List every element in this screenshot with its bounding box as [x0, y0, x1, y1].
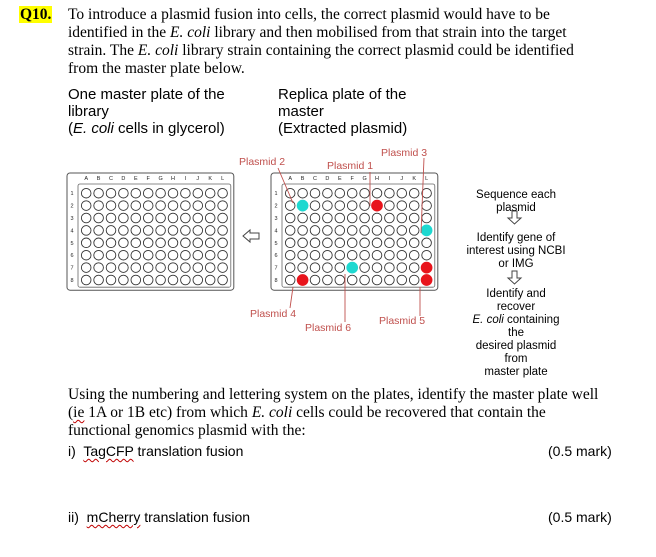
plate-well	[360, 275, 370, 285]
plate-well	[119, 201, 129, 211]
plasmid-3-label: Plasmid 3	[381, 147, 428, 159]
plate-well	[385, 238, 395, 248]
plate-well	[168, 213, 178, 223]
part-i-mark: (0.5 mark)	[548, 443, 612, 459]
plate-well	[372, 238, 382, 248]
plate-well	[218, 275, 228, 285]
plate-well	[285, 226, 295, 236]
column-letter: C	[109, 176, 113, 182]
plate-well	[323, 275, 333, 285]
column-letter: F	[350, 176, 354, 182]
question-number: Q10.	[20, 6, 52, 23]
row-number: 8	[70, 278, 74, 284]
plate-well	[143, 250, 153, 260]
column-letter: K	[412, 176, 417, 182]
plate-well	[156, 226, 166, 236]
row-number: 5	[274, 240, 278, 247]
plasmid-1-label: Plasmid 1	[327, 160, 374, 172]
plate-well	[347, 201, 357, 211]
plate-well	[181, 201, 191, 211]
plate-well	[193, 213, 203, 223]
plate-well	[168, 238, 178, 248]
plate-well	[323, 250, 333, 260]
plate-well	[298, 238, 308, 248]
plate-well	[81, 250, 91, 260]
plate-well	[397, 188, 407, 198]
plate-well	[81, 275, 91, 285]
plasmid-4-label: Plasmid 4	[250, 308, 297, 320]
plate-well	[298, 263, 308, 273]
transfer-arrow-icon	[243, 230, 259, 242]
plate-well	[106, 238, 116, 248]
plate-well	[385, 275, 395, 285]
plate-well	[94, 201, 104, 211]
plate-well	[298, 188, 308, 198]
plate-well	[323, 213, 333, 223]
workflow-step-identify: Identify gene of interest using NCBI or IMG	[466, 232, 566, 270]
plate-well	[385, 250, 395, 260]
column-letter: L	[425, 176, 429, 182]
plate-well	[323, 238, 333, 248]
plate-well	[193, 226, 203, 236]
plate-well	[218, 263, 228, 273]
workflow-step-sequence: Sequence each plasmid	[476, 189, 556, 214]
column-letter: J	[400, 176, 404, 182]
plate-well	[168, 250, 178, 260]
plate-well	[106, 275, 116, 285]
plate-well	[168, 275, 178, 285]
column-letter: D	[121, 176, 126, 182]
plate-well	[372, 275, 382, 285]
plate-well	[205, 250, 215, 260]
plate-well	[131, 238, 141, 248]
plate-well	[119, 263, 129, 273]
plate-well	[310, 201, 320, 211]
plate-well	[119, 238, 129, 248]
replica-plate-label: Replica plate of the master (Extracted plasmid)	[278, 86, 408, 137]
plate-well	[335, 188, 345, 198]
row-number: 8	[274, 278, 278, 284]
intro-line: To introduce a plasmid fusion into cells, the correct plasmid would have to be	[68, 6, 550, 23]
plate-well	[360, 226, 370, 236]
plate-well	[409, 275, 419, 285]
plate-well	[409, 238, 419, 248]
plate-well	[94, 250, 104, 260]
row-number: 4	[70, 228, 74, 235]
plate-well	[409, 188, 419, 198]
plate-well	[285, 250, 295, 260]
plate-well	[156, 201, 166, 211]
plate-well	[193, 201, 203, 211]
plate-well	[143, 238, 153, 248]
plate-well	[310, 263, 320, 273]
plate-well	[285, 275, 295, 285]
plasmid-6-label: Plasmid 6	[305, 322, 352, 334]
plate-well	[409, 250, 419, 260]
plate-well	[156, 213, 166, 223]
plate-well	[193, 238, 203, 248]
plate-well	[168, 263, 178, 273]
plate-well	[397, 250, 407, 260]
column-letter: D	[325, 176, 330, 182]
column-letter: F	[146, 176, 150, 182]
plate-well	[422, 238, 432, 248]
plate-well	[205, 213, 215, 223]
plate-well	[347, 226, 357, 236]
instruction-line: Using the numbering and lettering system on the plates, identify the master plate well	[68, 386, 599, 403]
plate-well	[372, 213, 382, 223]
workflow-step-recover: Identify and recover E. coli containing the desired plasmid from master plate	[472, 288, 560, 378]
plate-well	[297, 200, 308, 211]
row-number: 7	[70, 265, 74, 272]
plate-well	[119, 226, 129, 236]
plate-well	[421, 275, 432, 286]
instruction-line: functional genomics plasmid with the:	[68, 422, 306, 439]
plate-well	[131, 188, 141, 198]
row-number: 7	[274, 265, 278, 272]
plate-well	[297, 275, 308, 286]
plate-well	[119, 213, 129, 223]
plate-well	[335, 263, 345, 273]
plate-well	[94, 213, 104, 223]
column-letter: E	[133, 176, 138, 182]
plate-well	[131, 226, 141, 236]
plate-well	[310, 275, 320, 285]
plate-well	[168, 201, 178, 211]
plate-well	[218, 226, 228, 236]
plate-well	[310, 250, 320, 260]
row-number: 5	[70, 240, 74, 247]
plate-well	[422, 213, 432, 223]
plate-well	[106, 188, 116, 198]
row-number: 2	[274, 203, 278, 210]
column-letter: L	[221, 176, 225, 182]
plate-well	[397, 275, 407, 285]
plate-well	[372, 263, 382, 273]
column-letter: H	[171, 176, 175, 182]
plate-well	[397, 213, 407, 223]
column-letter: B	[300, 176, 305, 182]
plate-well	[397, 201, 407, 211]
part-ii-mark: (0.5 mark)	[548, 509, 612, 525]
plate-well	[310, 226, 320, 236]
plate-well	[181, 238, 191, 248]
plate-well	[205, 226, 215, 236]
column-letter: E	[337, 176, 342, 182]
plate-well	[81, 238, 91, 248]
plate-well	[385, 263, 395, 273]
replica-plate	[271, 173, 438, 290]
plate-well	[372, 226, 382, 236]
plate-well	[181, 213, 191, 223]
plate-well	[94, 226, 104, 236]
row-number: 3	[274, 216, 278, 222]
plate-well	[409, 226, 419, 236]
plate-well	[156, 250, 166, 260]
plate-well	[285, 263, 295, 273]
plate-well	[409, 201, 419, 211]
row-number: 4	[274, 228, 278, 235]
plate-well	[94, 275, 104, 285]
plate-well	[298, 213, 308, 223]
plate-well	[347, 188, 357, 198]
plate-well	[81, 188, 91, 198]
plate-well	[385, 188, 395, 198]
plate-well	[347, 262, 358, 273]
plate-well	[347, 238, 357, 248]
plate-well	[143, 263, 153, 273]
plate-well	[205, 275, 215, 285]
plate-well	[106, 201, 116, 211]
plate-well	[119, 275, 129, 285]
down-arrow-icon	[508, 271, 521, 284]
row-number: 3	[70, 216, 74, 222]
plate-well	[94, 188, 104, 198]
plasmid-5-label: Plasmid 5	[379, 315, 426, 327]
plate-well	[143, 213, 153, 223]
plate-well	[397, 263, 407, 273]
plate-well	[347, 213, 357, 223]
column-letter: A	[84, 176, 89, 182]
plate-well	[409, 213, 419, 223]
intro-line: from the master plate below.	[68, 60, 245, 77]
plate-well	[81, 263, 91, 273]
plate-well	[156, 263, 166, 273]
plate-well	[94, 238, 104, 248]
row-number: 2	[70, 203, 74, 210]
plate-well	[81, 213, 91, 223]
plate-well	[323, 188, 333, 198]
plate-well	[143, 226, 153, 236]
plate-well	[193, 263, 203, 273]
plate-well	[310, 238, 320, 248]
plate-well	[205, 188, 215, 198]
plate-well	[143, 201, 153, 211]
plate-well	[385, 201, 395, 211]
plate-well	[218, 201, 228, 211]
row-number: 6	[70, 253, 74, 260]
plate-well	[143, 275, 153, 285]
intro-line: strain. The E. coli library strain containing the correct plasmid could be identified	[68, 42, 574, 59]
column-letter: G	[362, 176, 367, 182]
plate-well	[323, 263, 333, 273]
column-letter: J	[196, 176, 200, 182]
plate-well	[156, 188, 166, 198]
plate-well	[335, 201, 345, 211]
column-letter: H	[375, 176, 379, 182]
column-letter: G	[158, 176, 163, 182]
plate-well	[193, 188, 203, 198]
plate-well	[143, 188, 153, 198]
master-plate	[67, 173, 234, 290]
plate-well	[131, 250, 141, 260]
plate-well	[422, 188, 432, 198]
plate-well	[360, 201, 370, 211]
plate-well	[360, 263, 370, 273]
plate-well	[360, 250, 370, 260]
column-letter: K	[208, 176, 213, 182]
plate-well	[181, 275, 191, 285]
plate-well	[285, 238, 295, 248]
plate-well	[106, 250, 116, 260]
plate-well	[335, 275, 345, 285]
plate-well	[372, 188, 382, 198]
plate-well	[193, 250, 203, 260]
plate-well	[285, 213, 295, 223]
plate-well	[218, 238, 228, 248]
plate-well	[131, 275, 141, 285]
plasmid-2-label: Plasmid 2	[239, 156, 286, 168]
column-letter: B	[96, 176, 101, 182]
plate-well	[347, 250, 357, 260]
instruction-line: (ie 1A or 1B etc) from which E. coli cells could be recovered that contain the	[68, 404, 546, 421]
plate-well	[323, 201, 333, 211]
plate-well	[205, 263, 215, 273]
plate-well	[298, 250, 308, 260]
plate-well	[335, 250, 345, 260]
plate-well	[385, 213, 395, 223]
column-letter: A	[288, 176, 293, 182]
column-letter: C	[313, 176, 317, 182]
row-number: 6	[274, 253, 278, 260]
plate-well	[422, 250, 432, 260]
plate-well	[156, 275, 166, 285]
plate-well	[168, 226, 178, 236]
plate-well	[181, 188, 191, 198]
plate-well	[218, 188, 228, 198]
plate-well	[218, 250, 228, 260]
plate-well	[119, 188, 129, 198]
plate-well	[421, 262, 432, 273]
part-i: i) TagCFP translation fusion	[68, 443, 244, 459]
plate-well	[119, 250, 129, 260]
plate-well	[81, 201, 91, 211]
plate-well	[285, 201, 295, 211]
plate-well	[310, 213, 320, 223]
plate-well	[310, 188, 320, 198]
plate-well	[421, 225, 432, 236]
plate-well	[181, 263, 191, 273]
plate-well	[205, 201, 215, 211]
plate-well	[106, 213, 116, 223]
plate-well	[181, 226, 191, 236]
plate-well	[81, 226, 91, 236]
plate-well	[360, 213, 370, 223]
instructions	[68, 386, 648, 440]
plate-well	[347, 275, 357, 285]
plate-well	[168, 188, 178, 198]
plate-well	[131, 263, 141, 273]
column-letter: I	[388, 176, 391, 182]
plate-well	[205, 238, 215, 248]
row-number: 1	[70, 191, 74, 198]
plate-well	[372, 250, 382, 260]
plate-well	[218, 213, 228, 223]
plate-well	[106, 263, 116, 273]
plate-well	[397, 238, 407, 248]
plate-well	[372, 200, 383, 211]
plate-well	[181, 250, 191, 260]
plate-well	[360, 238, 370, 248]
plate-well	[94, 263, 104, 273]
master-plate-label: One master plate of the library (E. coli cells in glycerol)	[68, 86, 225, 137]
intro-line: identified in the E. coli library and then mobilised from that strain into the target	[68, 24, 567, 41]
plate-well	[106, 226, 116, 236]
plate-well	[422, 201, 432, 211]
plate-well	[131, 201, 141, 211]
plate-well	[298, 226, 308, 236]
row-number: 1	[274, 191, 278, 198]
plate-well	[335, 226, 345, 236]
plate-well	[397, 226, 407, 236]
part-ii: ii) mCherry translation fusion	[68, 509, 251, 525]
plate-well	[335, 238, 345, 248]
plate-well	[360, 188, 370, 198]
plate-well	[323, 226, 333, 236]
column-letter: I	[184, 176, 187, 182]
plate-well	[409, 263, 419, 273]
plate-well	[335, 213, 345, 223]
plate-well	[156, 238, 166, 248]
plate-well	[131, 213, 141, 223]
plate-well	[193, 275, 203, 285]
plate-well	[385, 226, 395, 236]
